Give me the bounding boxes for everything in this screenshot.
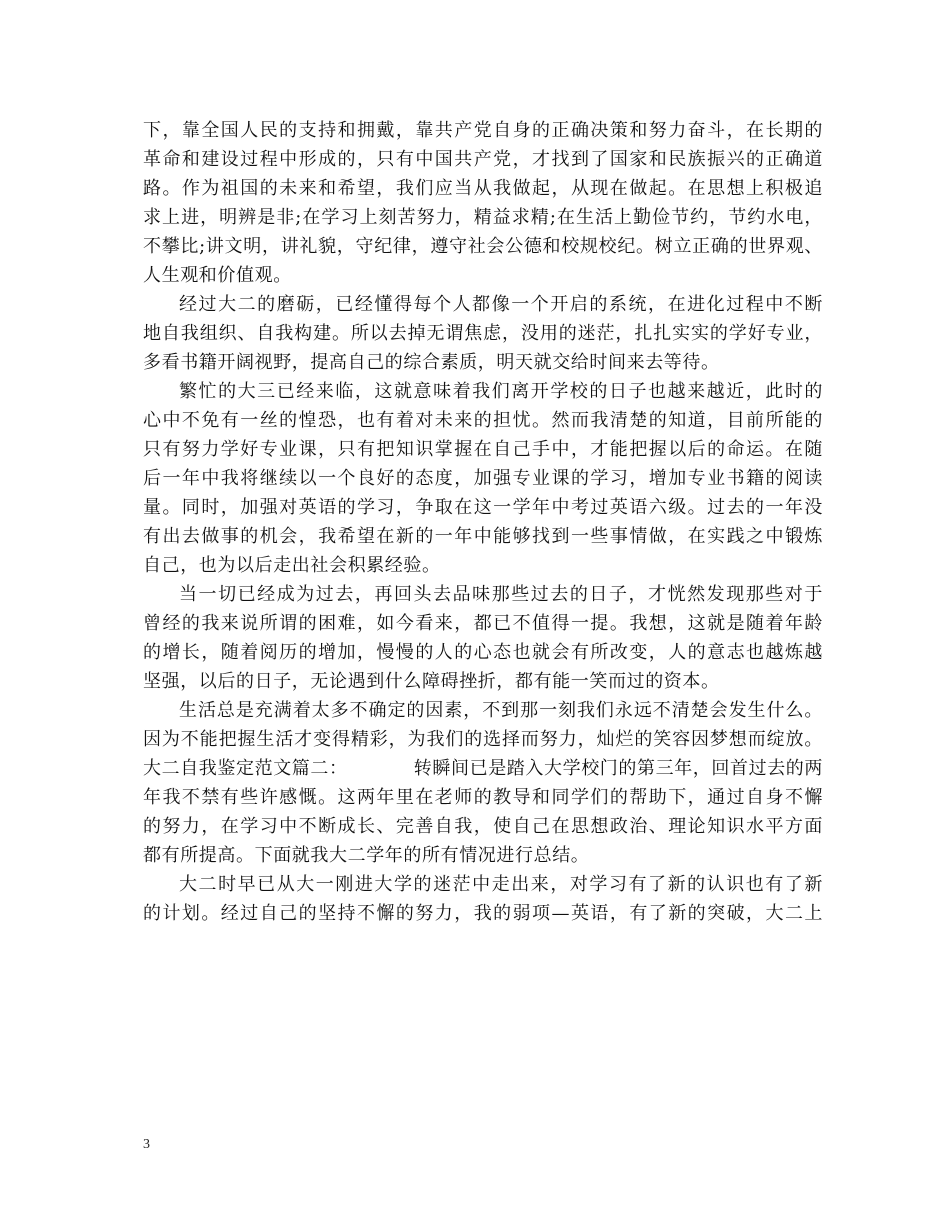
text-line: 都有所提高。下面就我大二学年的所有情况进行总结。 bbox=[143, 845, 590, 866]
text-line: 多看书籍开阔视野，提高自己的综合素质，明天就交给时间来去等待。 bbox=[143, 352, 720, 373]
text-line: 的增长，随着阅历的增加，慢慢的人的心态也就会有所改变，人的意志也越炼越 bbox=[143, 642, 823, 663]
text-line: 当一切已经成为过去，再回头去品味那些过去的日子，才恍然发现那些对于 bbox=[179, 584, 823, 605]
text-line: 人生观和价值观。 bbox=[143, 265, 292, 286]
text-line: 革命和建设过程中形成的，只有中国共产党，才找到了国家和民族振兴的正确道 bbox=[143, 149, 823, 170]
text-line: 繁忙的大三已经来临，这就意味着我们离开学校的日子也越来越近，此时的 bbox=[179, 381, 823, 402]
heading-continuation-text: 转瞬间已是踏入大学校门的第三年，回首过去的两 bbox=[413, 758, 823, 779]
heading-line bbox=[143, 754, 823, 783]
text-line: 路。作为祖国的未来和希望，我们应当从我做起，从现在做起。在思想上积极追 bbox=[143, 178, 823, 199]
text-line: 下，靠全国人民的支持和拥戴，靠共产党自身的正确决策和努力奋斗，在长期的 bbox=[143, 120, 823, 141]
text-line: 大二时早已从大一刚进大学的迷茫中走出来，对学习有了新的认识也有了新 bbox=[179, 874, 823, 895]
text-line: 量。同时，加强对英语的学习，争取在这一学年中考过英语六级。过去的一年没 bbox=[143, 497, 823, 518]
text-line: 经过大二的磨砺，已经懂得每个人都像一个开启的系统，在进化过程中不断 bbox=[179, 294, 823, 315]
text-line: 曾经的我来说所谓的困难，如今看来，都已不值得一提。我想，这就是随着年龄 bbox=[143, 613, 823, 634]
text-line: 地自我组织、自我构建。所以去掉无谓焦虑，没用的迷茫，扎扎实实的学好专业， bbox=[143, 323, 823, 344]
text-line: 年我不禁有些许感慨。这两年里在老师的教导和同学们的帮助下，通过自身不懈 bbox=[143, 787, 823, 808]
text-line: 只有努力学好专业课，只有把知识掌握在自己手中，才能把握以后的命运。在随 bbox=[143, 439, 823, 460]
text-line: 后一年中我将继续以一个良好的态度，加强专业课的学习，增加专业书籍的阅读 bbox=[143, 468, 823, 489]
text-line: 因为不能把握生活才变得精彩，为我们的选择而努力，灿烂的笑容因梦想而绽放。 bbox=[143, 729, 823, 750]
text-line: 心中不免有一丝的惶恐，也有着对未来的担忧。然而我清楚的知道，目前所能的 bbox=[143, 410, 823, 431]
text-line: 不攀比;讲文明，讲礼貌，守纪律，遵守社会公德和校规校纪。树立正确的世界观、 bbox=[143, 236, 823, 257]
text-line: 求上进，明辨是非;在学习上刻苦努力，精益求精;在生活上勤俭节约，节约水电， bbox=[143, 207, 823, 228]
text-line: 生活总是充满着太多不确定的因素，不到那一刻我们永远不清楚会发生什么。 bbox=[179, 700, 823, 721]
text-line: 的计划。经过自己的坚持不懈的努力，我的弱项—英语，有了新的突破，大二上 bbox=[143, 903, 823, 924]
text-line: 的努力，在学习中不断成长、完善自我，使自己在思想政治、理论知识水平方面 bbox=[143, 816, 823, 837]
text-line: 有出去做事的机会，我希望在新的一年中能够找到一些事情做，在实践之中锻炼 bbox=[143, 526, 823, 547]
document-body bbox=[143, 116, 823, 928]
text-line: 坚强，以后的日子，无论遇到什么障碍挫折，都有能一笑而过的资本。 bbox=[143, 671, 720, 692]
page-number: 3 bbox=[143, 1137, 150, 1152]
section-heading: 大二自我鉴定范文篇二： bbox=[143, 758, 348, 779]
text-line: 自己，也为以后走出社会积累经验。 bbox=[143, 555, 441, 576]
